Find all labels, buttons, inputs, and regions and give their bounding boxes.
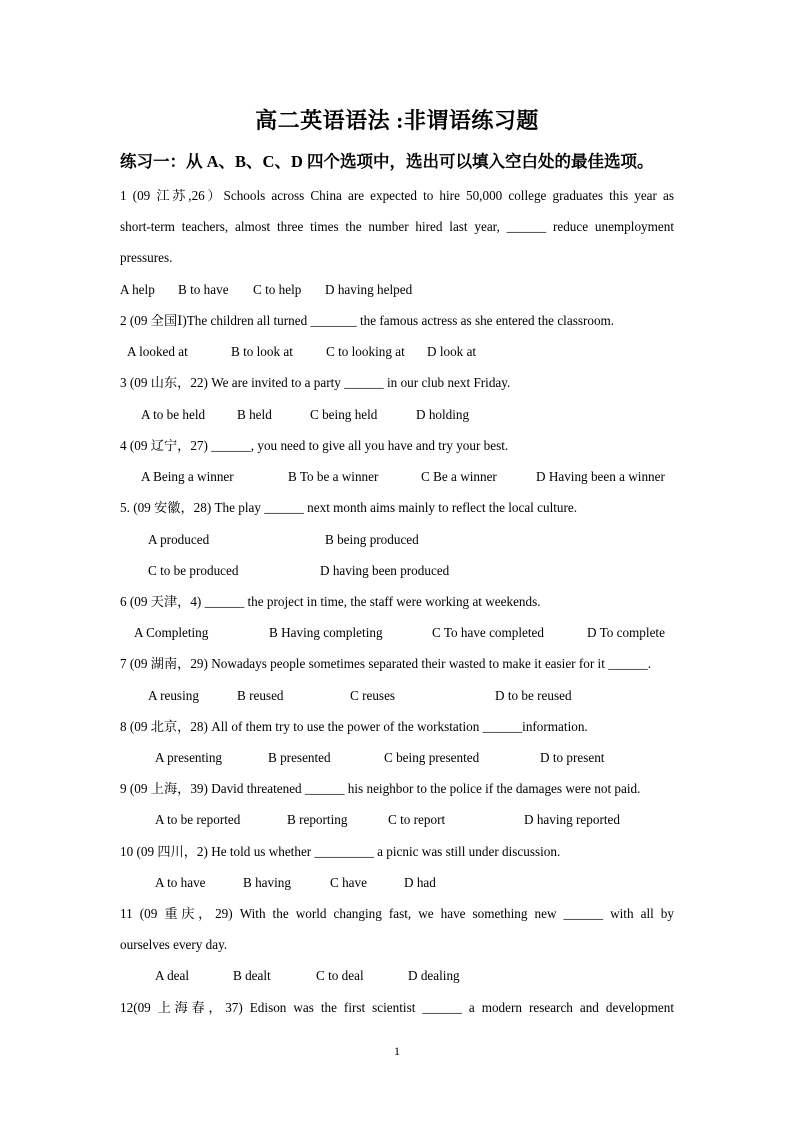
question-9-option-a: A to be reported [155,812,241,827]
question-5-option-b: B being produced [325,532,419,547]
page-number: 1 [394,1044,400,1058]
question-3-option-c: C being held [310,407,378,422]
question-8-option-b: B presented [268,750,331,765]
question-10-option-b: B having [243,875,291,890]
question-11-line-1: 11 (09 重庆，29) With the world changing fast, we have something new ______ with all by [120,906,674,921]
question-1-line-2: short-term teachers, almost three times the number hired last year, ______ reduce unemployment [120,219,674,234]
question-11-option-d: D dealing [408,968,460,983]
page-title: 高二英语语法 :非谓语练习题 [255,108,539,133]
question-3-line-1: 3 (09 山东，22) We are invited to a party ______ in our club next Friday. [120,375,511,390]
question-9-option-b: B reporting [287,812,348,827]
question-9-option-d: D having reported [524,812,620,827]
question-10-line-1: 10 (09 四川，2) He told us whether _________ a picnic was still under discussion. [120,844,561,859]
question-1-option-a: A help [120,282,155,297]
question-4-line-1: 4 (09 辽宁，27) ______, you need to give all you have and try your best. [120,438,509,453]
question-3-option-d: D holding [416,407,470,422]
question-11-line-2: ourselves every day. [120,937,228,952]
question-4-option-c: C Be a winner [421,469,497,484]
question-7-option-b: B reused [237,688,284,703]
question-11-option-a: A deal [155,968,190,983]
question-11-option-b: B dealt [233,968,271,983]
question-4-option-d: D Having been a winner [536,469,665,484]
question-2-option-c: C to looking at [326,344,405,359]
question-5-line-1: 5. (09 安徽，28) The play ______ next month aims mainly to reflect the local culture. [120,500,578,515]
question-7-option-d: D to be reused [495,688,572,703]
question-5-option-d: D having been produced [320,563,450,578]
question-8-line-1: 8 (09 北京，28) All of them try to use the power of the workstation ______information. [120,719,588,734]
question-4-option-a: A Being a winner [141,469,234,484]
question-10-option-d: D had [404,875,436,890]
question-5-option-a: A produced [148,532,210,547]
question-3-option-b: B held [237,407,272,422]
question-8-option-d: D to present [540,750,605,765]
question-10-option-a: A to have [155,875,206,890]
question-6-option-a: A Completing [134,625,209,640]
question-2-option-a: A looked at [127,344,188,359]
question-1-option-d: D having helped [325,282,413,297]
question-9-option-c: C to report [388,812,446,827]
question-7-option-c: C reuses [350,688,396,703]
question-3-option-a: A to be held [141,407,206,422]
question-1-line-3: pressures. [120,250,173,265]
question-1-line-1: 1 (09 江苏,26）Schools across China are expected to hire 50,000 college graduates this year as [120,188,674,203]
question-4-option-b: B To be a winner [288,469,379,484]
question-6-line-1: 6 (09 天津，4) ______ the project in time, the staff were working at weekends. [120,594,541,609]
question-9-line-1: 9 (09 上海，39) David threatened ______ his neighbor to the police if the damages were not paid. [120,781,641,796]
question-5-option-c: C to be produced [148,563,239,578]
question-6-option-c: C To have completed [432,625,544,640]
question-7-line-1: 7 (09 湖南，29) Nowadays people sometimes separated their wasted to make it easier for it ______. [120,656,652,671]
question-1-option-c: C to help [253,282,302,297]
question-2-option-d: D look at [427,344,477,359]
question-1-option-b: B to have [178,282,229,297]
question-10-option-c: C have [330,875,367,890]
question-8-option-c: C being presented [384,750,480,765]
exercise-instruction: 练习一：从 A、B、C、D 四个选项中，选出可以填入空白处的最佳选项。 [120,152,654,171]
question-2-option-b: B to look at [231,344,293,359]
question-12-line-1: 12(09 上海春，37) Edison was the first scientist ______ a modern research and development [120,1000,674,1015]
question-7-option-a: A reusing [148,688,199,703]
question-6-option-d: D To complete [587,625,665,640]
question-8-option-a: A presenting [155,750,223,765]
question-2-line-1: 2 (09 全国Ⅰ)The children all turned _______ the famous actress as she entered the classroom. [120,313,615,328]
question-6-option-b: B Having completing [269,625,383,640]
question-11-option-c: C to deal [316,968,364,983]
